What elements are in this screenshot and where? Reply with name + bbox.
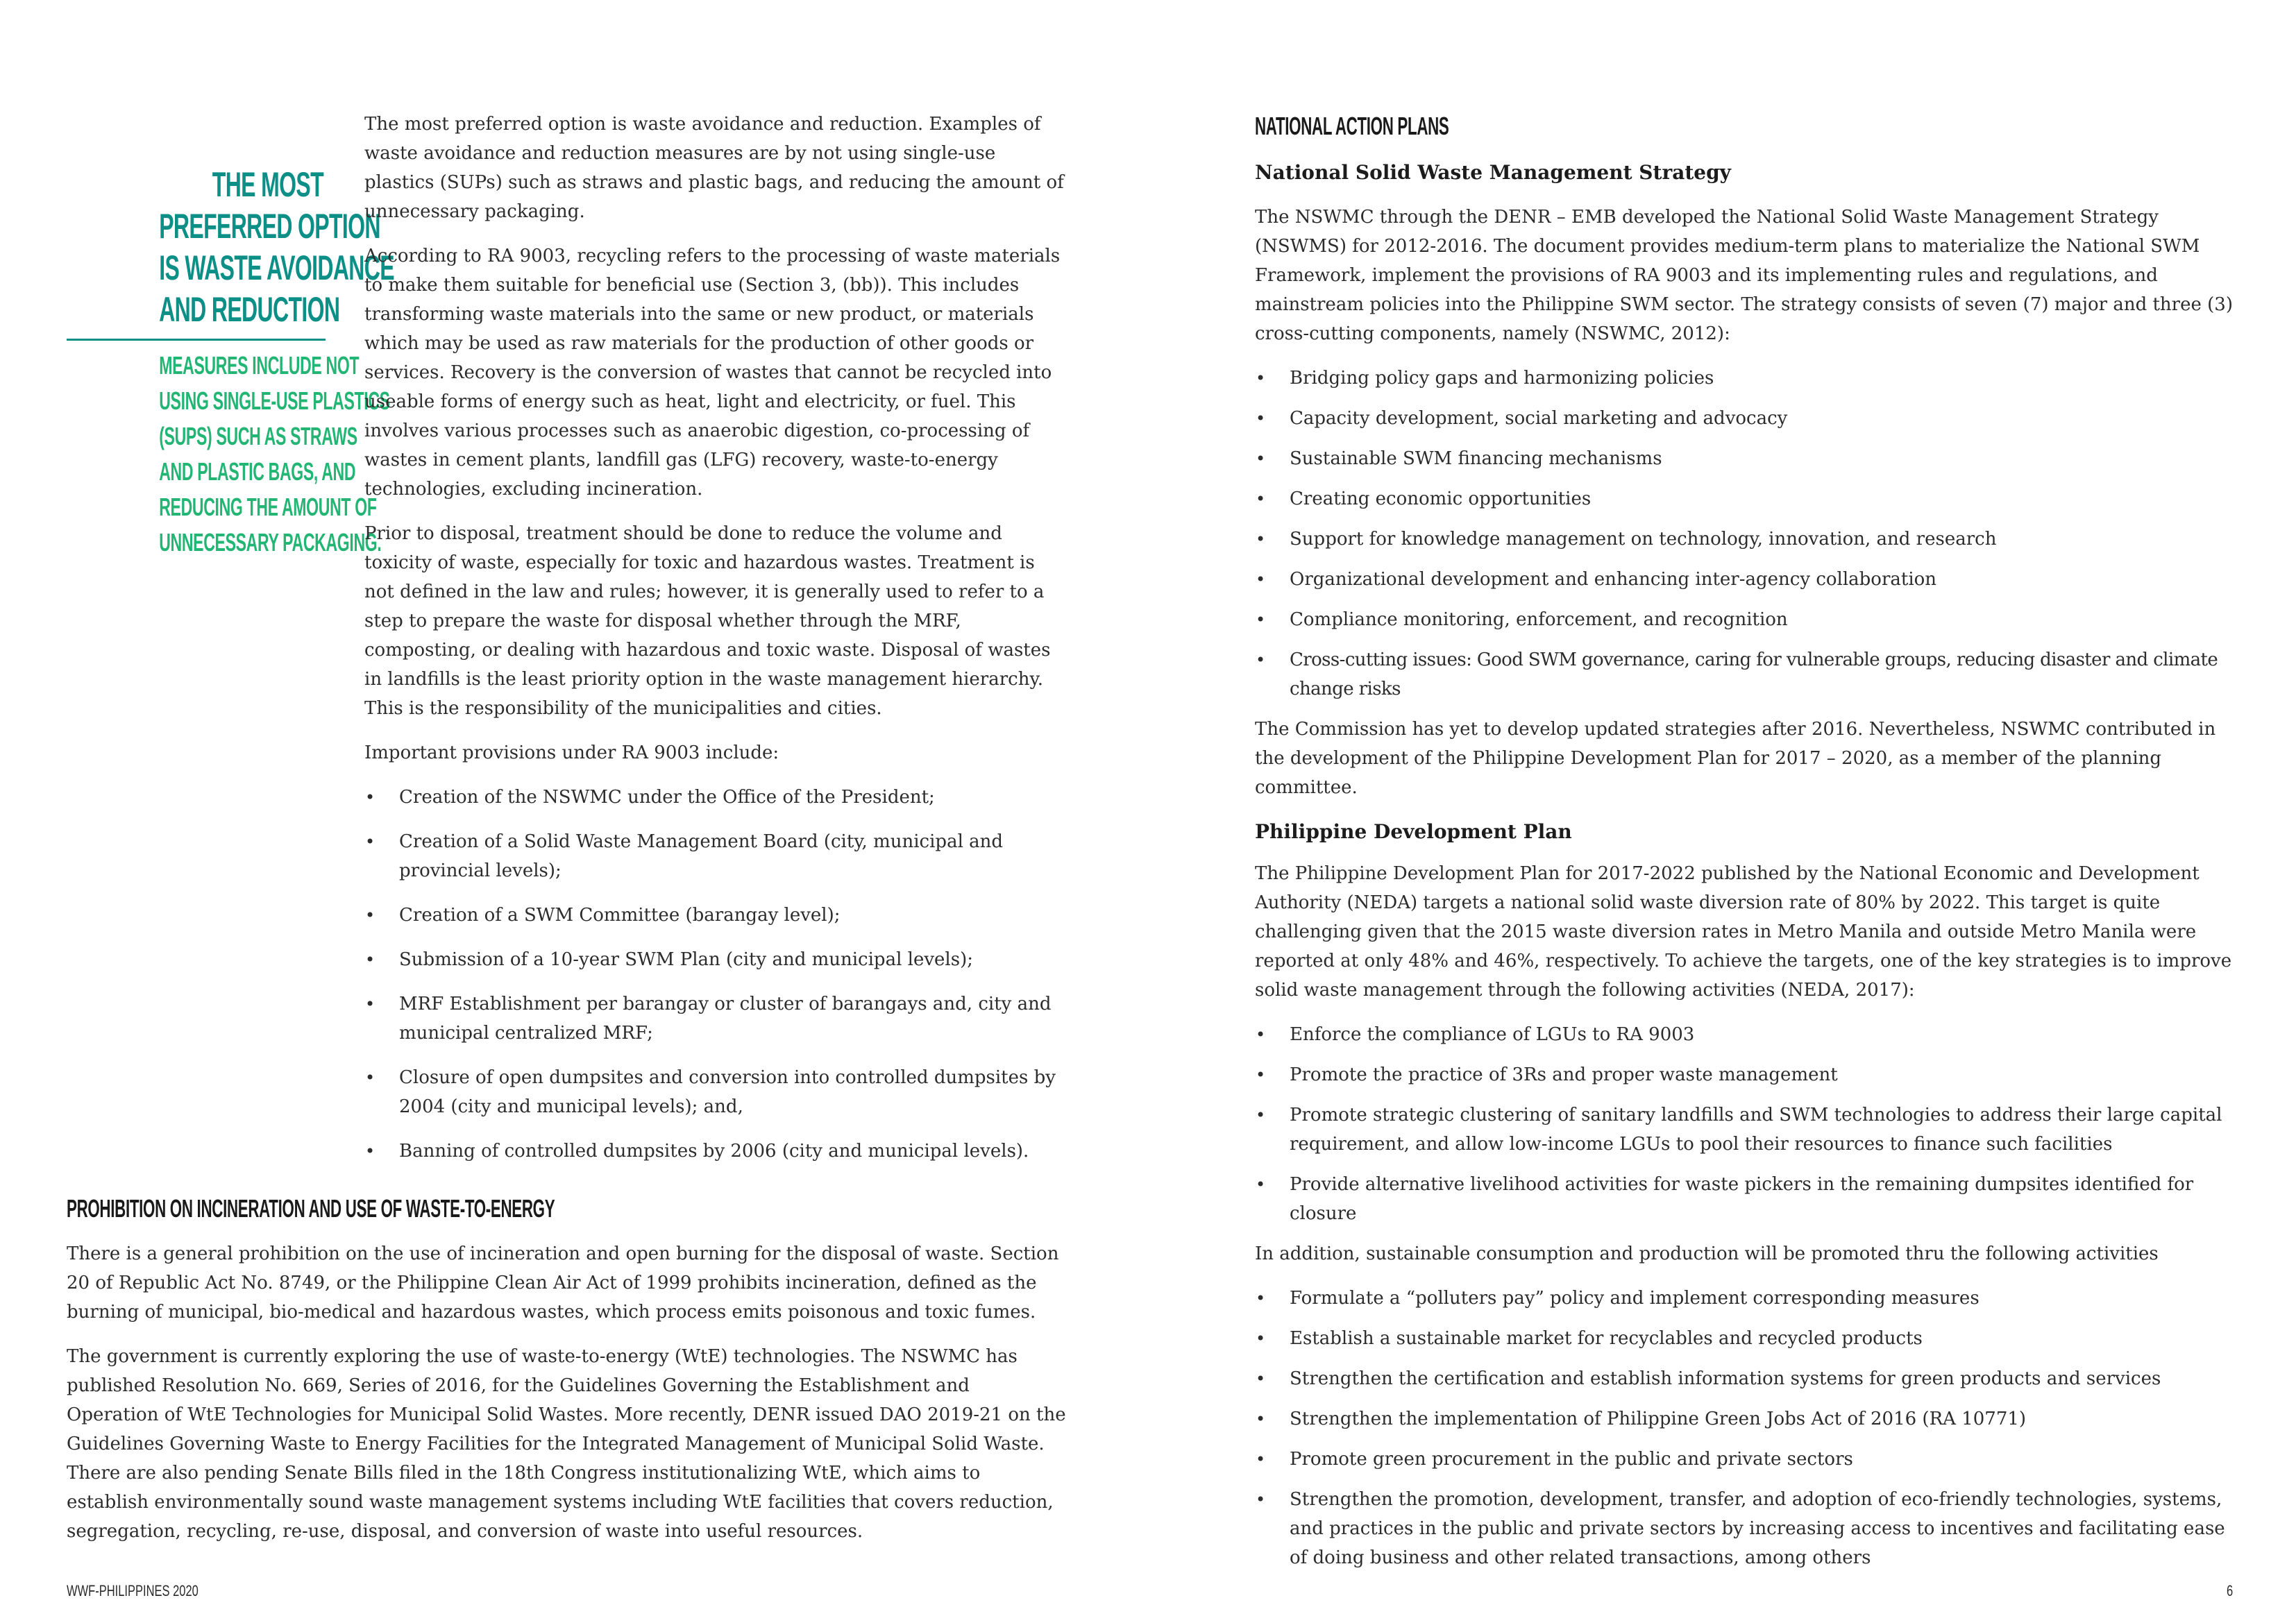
- paragraph: Important provisions under RA 9003 include:: [364, 742, 779, 763]
- pull-quote-sub-line: (SUPS) SUCH AS STRAWS: [159, 422, 357, 450]
- bullet-icon: •: [1256, 1289, 1266, 1308]
- pull-quote-line: AND REDUCTION: [159, 290, 340, 329]
- bullet-icon: •: [1256, 1409, 1266, 1429]
- pull-quote-line: IS WASTE AVOIDANCE: [159, 248, 394, 287]
- list-item: [1255, 1060, 2247, 1089]
- list-item: [1255, 1020, 2247, 1049]
- list-item-text: Closure of open dumpsites and conversion into controlled dumpsites by 2004 (city and municipal levels); and,: [399, 1067, 1056, 1117]
- paragraph: According to RA 9003, recycling refers to the processing of waste materials to make them suitable for beneficial use (Section 3, (bb)). This includes transforming waste materials into the same or new product, or materials which may be used as raw materials for the production of other goods or services. Recovery is the conversion of wastes that cannot be recycled into useable forms of energy such as heat, light and electricity, or fuel. This involves various processes such as anaerobic digestion, co-processing of wastes in cement plants, landfill gas (LFG) recovery, waste-to-energy technologies, excluding incineration.: [364, 246, 1061, 500]
- bullet-icon: •: [1256, 1025, 1266, 1044]
- list-item-text: Strengthen the promotion, development, transfer, and adoption of eco-friendly technologies, systems, and practices in the public and private sectors by increasing access to incentives and facilitating ease of doing business and other related transactions, among others: [1290, 1489, 2225, 1568]
- list-item: [364, 1063, 1065, 1121]
- pull-quote-line: PREFERRED OPTION: [159, 207, 380, 246]
- list-item-text: MRF Establishment per barangay or cluster of barangays and, city and municipal centralized MRF;: [399, 994, 1052, 1044]
- nswms-components-list: [1255, 364, 2247, 704]
- paragraph: There is a general prohibition on the use of incineration and open burning for the disposal of waste. Section 20 of Republic Act No. 8749, or the Philippine Clean Air Act of 1999 prohibits incineration, defined as the burning of municipal, bio-medical and hazardous wastes, which process emits poisonous and toxic fumes.: [67, 1243, 1059, 1323]
- list-item-text: Capacity development, social marketing and advocacy: [1290, 408, 1788, 429]
- list-item: [1255, 565, 2247, 594]
- pdp-activities-list: [1255, 1020, 2247, 1228]
- list-item: [364, 989, 1065, 1048]
- list-item-text: Creation of a Solid Waste Management Board (city, municipal and provincial levels);: [399, 831, 1004, 881]
- paragraph: The most preferred option is waste avoidance and reduction. Examples of waste avoidance and reduction measures are by not using single-use plastics (SUPs) such as straws and plastic bags, and reducing the amount of unnecessary packaging.: [364, 114, 1064, 222]
- list-item-text: Support for knowledge management on technology, innovation, and research: [1290, 529, 1997, 550]
- list-item-text: Creating economic opportunities: [1290, 488, 1592, 509]
- list-item: [1255, 1324, 2247, 1353]
- bullet-icon: •: [1256, 610, 1266, 629]
- bullet-icon: •: [1256, 1105, 1266, 1125]
- national-action-plans-heading: NATIONAL ACTION PLANS: [1255, 112, 1449, 140]
- list-item: [1255, 1485, 2247, 1572]
- pull-quote-sub-line: USING SINGLE-USE PLASTICS: [159, 386, 390, 415]
- pull-quote-sub-line: MEASURES INCLUDE NOT: [159, 351, 360, 380]
- list-item-text: Promote the practice of 3Rs and proper waste management: [1290, 1064, 1838, 1085]
- bullet-icon: •: [365, 1068, 375, 1087]
- footer-publisher: WWF-PHILIPPINES 2020: [67, 1582, 199, 1599]
- bullet-icon: •: [1256, 1065, 1266, 1085]
- pull-quote-sub-line: AND PLASTIC BAGS, AND: [159, 457, 356, 486]
- bullet-icon: •: [1256, 449, 1266, 468]
- bullet-icon: •: [365, 1141, 375, 1161]
- list-item-text: Strengthen the implementation of Philippine Green Jobs Act of 2016 (RA 10771): [1290, 1409, 2027, 1429]
- paragraph: Prior to disposal, treatment should be done to reduce the volume and toxicity of waste, especially for toxic and hazardous wastes. Treatment is not defined in the law and rules; however, it is generally used to refer to a step to prepare the waste for disposal whether through the MRF, composting, or dealing with hazardous and toxic waste. Disposal of wastes in landfills is the least priority option in the waste management hierarchy. This is the responsibility of the municipalities and cities.: [364, 523, 1051, 719]
- list-item-text: Organizational development and enhancing inter-agency collaboration: [1290, 569, 1937, 590]
- list-item: [364, 1137, 1065, 1166]
- paragraph: The Philippine Development Plan for 2017-2022 published by the National Economic and Development Authority (NEDA) targets a national solid waste diversion rate of 80% by 2022. This target is quite challenging given that the 2015 waste diversion rates in Metro Manila and outside Metro Manila were reported at only 48% and 46%, respectively. To achieve the targets, one of the key strategies is to improve solid waste management through the following activities (NEDA, 2017):: [1255, 863, 2232, 1001]
- list-item: [364, 783, 1065, 812]
- list-item: [364, 901, 1065, 930]
- list-item: [1255, 444, 2247, 473]
- list-item-text: Provide alternative livelihood activities for waste pickers in the remaining dumpsites identified for closure: [1290, 1174, 2194, 1224]
- bullet-icon: •: [1256, 1490, 1266, 1509]
- list-item: [1255, 1364, 2247, 1393]
- bullet-icon: •: [1256, 570, 1266, 589]
- list-item: [1255, 525, 2247, 554]
- list-item-text: Compliance monitoring, enforcement, and recognition: [1290, 609, 1788, 630]
- incineration-body: [67, 1239, 1066, 1561]
- list-item: [1255, 1101, 2247, 1159]
- list-item: [364, 827, 1065, 885]
- pull-quote-subtext: [67, 348, 390, 560]
- list-item: [364, 945, 1065, 974]
- list-item: [1255, 1445, 2247, 1474]
- bullet-icon: •: [365, 788, 375, 807]
- bullet-icon: •: [365, 994, 375, 1014]
- paragraph: The Commission has yet to develop updated strategies after 2016. Nevertheless, NSWMC contributed in the development of the Philippine Development Plan for 2017 – 2020, as a member of the planning committee.: [1255, 719, 2216, 798]
- bullet-icon: •: [365, 950, 375, 969]
- list-item-text: Enforce the compliance of LGUs to RA 9003: [1290, 1024, 1695, 1045]
- list-item: [1255, 484, 2247, 513]
- right-column: [1255, 158, 2247, 1583]
- list-item-text: Creation of a SWM Committee (barangay level);: [399, 905, 841, 926]
- incineration-heading: PROHIBITION ON INCINERATION AND USE OF WASTE-TO-ENERGY: [67, 1194, 555, 1223]
- list-item-text: Banning of controlled dumpsites by 2006 (city and municipal levels).: [399, 1141, 1029, 1162]
- bullet-icon: •: [1256, 1175, 1266, 1194]
- paragraph: The NSWMC through the DENR – EMB developed the National Solid Waste Management Strategy (NSWMS) for 2012-2016. The document provides medium-term plans to materialize the National SWM Framework, implement the provisions of RA 9003 and its implementing rules and regulations, and mainstream policies into the Philippine SWM sector. The strategy consists of seven (7) major and three (3) cross-cutting components, namely (NSWMC, 2012):: [1255, 207, 2233, 344]
- page-number: 6: [2227, 1582, 2234, 1599]
- bullet-icon: •: [365, 906, 375, 925]
- nswms-title: National Solid Waste Management Strategy: [1255, 161, 1731, 184]
- bullet-icon: •: [1256, 650, 1265, 670]
- list-item-text: Formulate a “polluters pay” policy and implement corresponding measures: [1290, 1288, 1980, 1309]
- bullet-icon: •: [1256, 1450, 1266, 1469]
- list-item: [1255, 1404, 2247, 1434]
- provisions-list: [364, 783, 1065, 1166]
- bullet-icon: •: [1256, 529, 1266, 549]
- bullet-icon: •: [1256, 1329, 1266, 1348]
- list-item: [1255, 1284, 2247, 1313]
- bullet-icon: •: [1256, 1369, 1266, 1388]
- list-item: [1255, 1170, 2247, 1228]
- list-item-text: Cross-cutting issues: Good SWM governance, caring for vulnerable groups, reducing disaster and climate change risks: [1290, 649, 2218, 699]
- list-item-text: Bridging policy gaps and harmonizing policies: [1290, 368, 1714, 389]
- list-item-text: Promote strategic clustering of sanitary landfills and SWM technologies to address their large capital requirement, and allow low-income LGUs to pool their resources to finance such facilities: [1290, 1105, 2222, 1155]
- list-item-text: Creation of the NSWMC under the Office of the President;: [399, 787, 935, 808]
- paragraph: In addition, sustainable consumption and production will be promoted thru the following activities: [1255, 1243, 2159, 1264]
- list-item-text: Submission of a 10-year SWM Plan (city and municipal levels);: [399, 949, 973, 970]
- pull-quote-headline: [67, 164, 394, 330]
- bullet-icon: •: [365, 832, 375, 851]
- list-item: [1255, 605, 2247, 634]
- list-item-text: Strengthen the certification and establish information systems for green products and services: [1290, 1368, 2161, 1389]
- pull-quote-sub-line: REDUCING THE AMOUNT OF: [159, 493, 377, 521]
- pull-quote-sub-line: UNNECESSARY PACKAGING.: [159, 528, 382, 556]
- pull-quote-divider: [67, 339, 326, 341]
- scp-activities-list: [1255, 1284, 2247, 1572]
- list-item: [1255, 364, 2247, 393]
- list-item-text: Sustainable SWM financing mechanisms: [1290, 448, 1662, 469]
- list-item-text: Establish a sustainable market for recyclables and recycled products: [1290, 1328, 1923, 1349]
- bullet-icon: •: [1256, 368, 1266, 388]
- bullet-icon: •: [1256, 489, 1266, 509]
- pull-quote-line: THE MOST: [212, 165, 323, 204]
- paragraph: The government is currently exploring the use of waste-to-energy (WtE) technologies. The NSWMC has published Resolution No. 669, Series of 2016, for the Guidelines Governing the Establishment and Operation of WtE Technologies for Municipal Solid Wastes. More recently, DENR issued DAO 2019-21 on the Guidelines Governing Waste to Energy Facilities for the Integrated Management of Municipal Solid Waste. There are also pending Senate Bills filed in the 18th Congress institutionalizing WtE, which aims to establish environmentally sound waste management systems including WtE facilities that covers reduction, segregation, recycling, re-use, disposal, and conversion of waste into useful resources.: [67, 1346, 1066, 1542]
- list-item: [1255, 645, 2247, 704]
- pdp-title: Philippine Development Plan: [1255, 820, 1572, 843]
- left-column: [364, 110, 1065, 1181]
- list-item: [1255, 404, 2247, 433]
- list-item-text: Promote green procurement in the public and private sectors: [1290, 1449, 1853, 1470]
- bullet-icon: •: [1256, 409, 1266, 428]
